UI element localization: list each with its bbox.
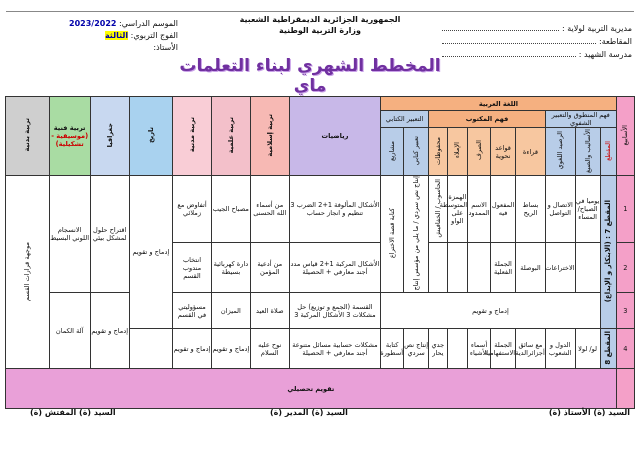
col-projects: مشاريع <box>381 128 404 176</box>
teacher-label: الأستاذ: <box>153 43 178 52</box>
oral-vocab-1: الاتصال و التواصل <box>545 176 575 243</box>
oral-vocab-2: الاختراعات <box>545 243 575 293</box>
week-row-1 <box>6 176 635 243</box>
week-number: 4 <box>616 329 634 369</box>
header-left <box>8 18 178 62</box>
sarf-1: الاسم الممدود <box>468 176 491 243</box>
history-header: تاريخ <box>129 97 172 176</box>
islamic-2: من أدعية المؤمن <box>250 243 289 293</box>
poem-2 <box>429 243 447 293</box>
header-center <box>210 14 430 36</box>
sarf-4: أسماء الأشياء <box>468 329 491 369</box>
col-grammar: قواعد نحوية <box>490 128 515 176</box>
history-4 <box>129 329 172 369</box>
district-field[interactable] <box>442 35 596 44</box>
ministry-name: وزارة التربية الوطنية <box>278 26 361 35</box>
season-line <box>8 18 178 30</box>
math-header: رياضيات <box>289 97 380 176</box>
math-4: مشكلات حسابية مسائل متنوعة أجند معارفي + الحصيلة <box>289 329 380 369</box>
writing-1: إنتاج نص سردي / ما يلي من مؤسس إنتاج <box>404 176 429 293</box>
republic-name: الجمهورية الجزائرية الديمقراطية الشعبية <box>239 15 401 24</box>
history-1: إدماج و تقويم <box>129 176 172 329</box>
writing-group-header: التعبير الكتابي <box>381 111 429 128</box>
week-number: 1 <box>616 176 634 243</box>
reading-2: البوصلة <box>516 243 546 293</box>
civic-4: إدماج و تقويم <box>173 329 212 369</box>
summative-evaluation: تقويم تحصيلي <box>6 369 617 409</box>
inspector-signature: السيد (ة) المفتش (ة) <box>30 408 116 417</box>
math-1: الأشكال المألوفة 1+2 الضرب 3 تنظيم و انجاز حساب <box>289 176 380 243</box>
geography-1: اقتراح حلول لمشكل بيئي <box>90 176 129 293</box>
imla-2 <box>447 243 468 293</box>
poem-4: جدي يحار <box>429 329 447 369</box>
col-reading: قراءة <box>516 128 546 176</box>
oral-vocab-4: الدول و الشعوب <box>545 329 575 369</box>
weeks-header: الأسابيع <box>616 97 634 176</box>
district-label: المقاطعة: <box>599 37 632 46</box>
math-3: القسمة (الجمع و توزيع) حل مشكلات 3 الأشكال المركبة 3 <box>289 293 380 329</box>
science-3: الميزان <box>211 293 250 329</box>
season-label: الموسم الدراسي: <box>119 19 178 28</box>
civic-2: انتخاب مندوب القسم <box>173 243 212 293</box>
group-value: الثالثة <box>104 31 129 40</box>
school-field[interactable] <box>442 48 576 57</box>
science-1: مصباح الجيب <box>211 176 250 243</box>
science-4: إدماج و تقويم <box>211 329 250 369</box>
islamic-header: تربية إسلامية <box>250 97 289 176</box>
civic-3: مسؤوليتي في القسم <box>173 293 212 329</box>
col-sarf: الصرف <box>468 128 491 176</box>
director-signature: السيد (ة) المدير (ة) <box>270 408 348 417</box>
sarf-2 <box>468 243 491 293</box>
islamic-1: من أسماء الله الحسنى <box>250 176 289 243</box>
col-poem: محفوظات <box>429 128 447 176</box>
pe-header: تربية بدنية <box>6 97 50 176</box>
imla-1: الهمزة المتوسطة على الواو <box>447 176 468 243</box>
grammar-4: الجملة الاستفهامية <box>490 329 515 369</box>
art-header: تربية فنية (موسيقية - تشكيلية) <box>49 97 90 176</box>
teacher-signature: السيد (ة) الأستاذ (ة) <box>548 408 630 417</box>
reading-1: بساط الريح <box>516 176 546 243</box>
unit-8-label: المقطع 8 <box>600 329 616 369</box>
grammar-1: المفعول فيه <box>490 176 515 243</box>
evaluation-row <box>6 369 635 409</box>
science-header: تربية علمية <box>211 97 250 176</box>
col-style: الأساليب والصيغ <box>575 128 600 176</box>
project-1: كتابة قصة الاختراع <box>381 176 404 293</box>
poem-1: الحاسوب / الخفافيش <box>429 176 447 243</box>
week-row-3 <box>6 293 635 329</box>
reading-4: مع سائق أجزائرالدية <box>516 329 546 369</box>
art-3: آلة الكمان <box>49 293 90 369</box>
islamic-4: نوح عليه السلام <box>250 329 289 369</box>
col-vocab: الرصيد اللغوي <box>545 128 575 176</box>
header-right <box>442 22 632 61</box>
math-2: الأشكال المركبة 1+2 قياس مدد أجند معارفي + الحصيلة <box>289 243 380 293</box>
grammar-2: الجملة الفعلية <box>490 243 515 293</box>
oral-style-4: لو/ لولا <box>575 329 600 369</box>
col-unit: المقطع <box>600 128 616 176</box>
week-number: 2 <box>616 243 634 293</box>
geography-3: إدماج و تقويم <box>90 293 129 369</box>
integration-3: إدماج و تقويم <box>381 293 601 329</box>
col-imla: الإملاء <box>447 128 468 176</box>
week-number: 3 <box>616 293 634 329</box>
civic-header: تربية مدنية <box>173 97 212 176</box>
top-rule <box>6 11 634 12</box>
directorate-field[interactable] <box>442 22 559 31</box>
oral-style-1: يوميا في الصباح/ المساء <box>575 176 600 243</box>
islamic-3: صلاة العيد <box>250 293 289 329</box>
oral-group-header: فهم المنطوق والتعبير الشفوي <box>545 111 616 128</box>
group-line <box>8 30 178 42</box>
page-title: المخطط الشهري لبناء التعلمات ماي <box>179 56 441 96</box>
geography-header: جغرافيا <box>90 97 129 176</box>
imla-4 <box>447 329 468 369</box>
col-writing: تعبير كتابي <box>404 128 429 176</box>
civic-1: أتفاوض مع زملائي <box>173 176 212 243</box>
arabic-header: اللغة العربية <box>381 97 617 111</box>
week-number-5 <box>616 369 634 409</box>
unit-7-label: المقطع 7 : (الابتكار و الإبداع) <box>600 176 616 329</box>
group-label: الفوج التربوي: <box>130 31 178 40</box>
monthly-plan-table <box>5 96 635 409</box>
science-2: دارة كهربائية بسيطة <box>211 243 250 293</box>
written-group-header: فهم المكتوب <box>429 111 546 128</box>
project-4: كتابة أسطورة <box>381 329 404 369</box>
teacher-line <box>8 42 178 54</box>
pe-1: موجهة قرارات القسم <box>6 176 50 369</box>
season-value: 2023/2022 <box>69 19 117 28</box>
directorate-label: مديرية التربية لولاية : <box>561 24 632 33</box>
art-1: الانسجام اللوني البسيط <box>49 176 90 293</box>
writing-4: إنتاج نص سردي <box>404 329 429 369</box>
oral-style-2 <box>575 243 600 293</box>
school-label: مدرسة الشهيد : <box>578 50 632 59</box>
